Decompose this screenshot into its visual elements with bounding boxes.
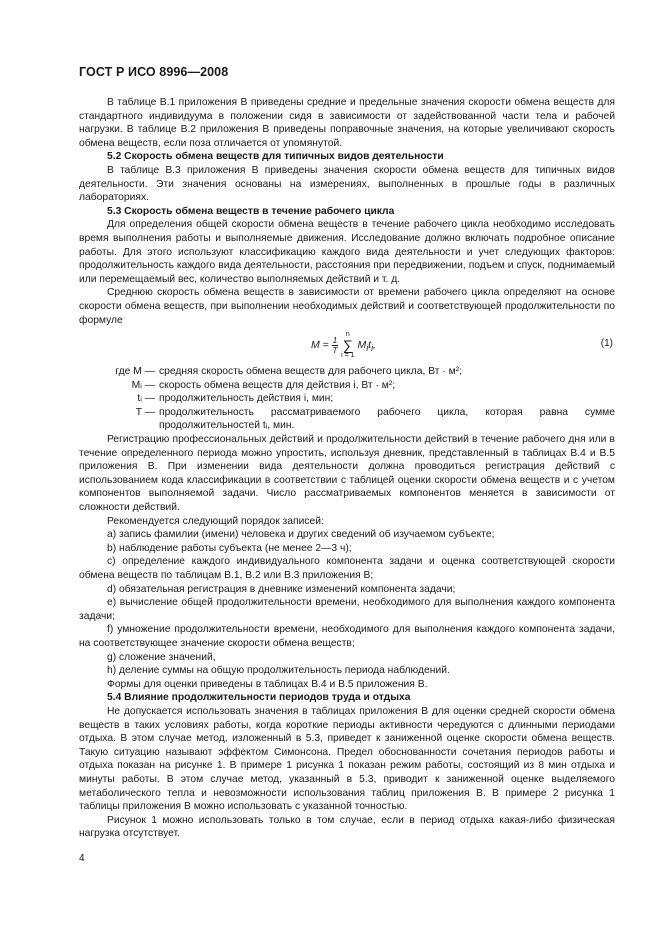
formula: M = $\frac{1}{T}$ n ∑ i = 1 $M_it_i$, (311, 331, 376, 360)
definition-item: tᵢ — продолжительность действия i, мин; (137, 393, 334, 405)
list-item: d) обязательная регистрация в дневнике изменений компонента задачи; (107, 583, 456, 595)
formula-block (79, 327, 615, 365)
list-item: f) умножение продолжительности времени, необходимого для выполнения каждого компонента задачи, на соответствующее значение скорости обмена веществ; (79, 624, 615, 649)
page-number: 4 (79, 853, 85, 864)
paragraph: Регистрацию профессиональных действий и продолжительности действий в течение рабочего дня или в течение определенного периода можно упростить, используя дневник, представленный в таблицах В.4 и В.5 приложения В. При изменении вида деятельности должна проводиться регистрация действий с использованием кода классификации в соответствии с таблицей оценки скорости обмена веществ и с учетом компонентов выполняемой задачи. Число рассматриваемых компонентов меняется в зависимости от сложности действий. (79, 434, 615, 514)
list-item: b) наблюдение работы субъекта (не менее 2—3 ч); (107, 542, 352, 554)
list-item: c) определение каждого индивидуального компонента задачи и оценка соответствующей скорости обмена веществ по таблицам В.1, В.2 или В.3 приложения В; (79, 556, 615, 581)
section-heading-5-2: 5.2 Скорость обмена веществ для типичных видов деятельности (107, 151, 444, 163)
paragraph: Формы для оценки приведены в таблицах В.4 и В.5 приложения В. (107, 678, 428, 690)
paragraph: Рисунок 1 можно использовать только в том случае, если в период отдыха какая-либо физическая нагрузка отсутствует. (79, 814, 615, 840)
definition-item: T — продолжительность рассматриваемого рабочего цикла, которая равна сумме продолжительностей tᵢ, мин. (135, 406, 615, 432)
list-item: e) вычисление общей продолжительности времени, необходимого для выполнения каждого компонента задачи; (79, 597, 615, 622)
paragraph: В таблице В.1 приложения В приведены средние и предельные значения скорости обмена веществ для стандартного индивидуума в положении сидя в зависимости от задействованной части тела и рабочей нагрузки. В таблице В.2 приложения В приведены поправочные значения, на которые увеличивают скорость обмена веществ, если поза отличается от упомянутой. (79, 97, 615, 149)
paragraph: Рекомендуется следующий порядок записей: (107, 515, 324, 527)
section-heading-5-3: 5.3 Скорость обмена веществ в течение рабочего цикла (107, 205, 395, 217)
document-header: ГОСТ Р ИСО 8996—2008 (79, 65, 229, 79)
paragraph: В таблице В.3 приложения В приведены значения скорости обмена веществ для типичных видов деятельности. Эти значения основаны на измерениях, выполненных в прошлые годы в различных лабораториях. (79, 164, 615, 204)
paragraph: Для определения общей скорости обмена веществ в течение рабочего цикла необходимо исследовать время выполнения работы и выполняемые движения. Исследование должно включать подробное описание работы. Для этого используют классификацию каждого вида деятельности и учет следующих факторов: продолжительность каждого вида деятельности, расстояния при передвижении, подъем и спуск, поднимаемый или перемещаемый вес, количество выполняемых действий и т. д. (79, 219, 615, 285)
list-item: a) запись фамилии (имени) человека и других сведений об изучаемом субъекте; (107, 529, 495, 541)
definition-item: Mᵢ — скорость обмена веществ для действия i, Вт · м²; (131, 379, 396, 391)
paragraph: Не допускается использовать значения в таблицах приложения В для оценки средней скорости обмена веществ в таких условиях работы, когда короткие периоды активности чередуются с длинными периодами отдыха. В этом случае метод, изложенный в 5.3, приведет к заниженной оценке скорости обмена веществ. Такую ситуацию называют эффектом Симонсона. Предел обоснованности сочетания периодов работы и отдыха показан на рисунке 1. В примере 1 рисунка 1 показан режим работы, состоящий из 8 мин отдыха и минуты работы. В этом случае метод, указанный в 5.3, приводит к заниженной оценке выделяемого метаболического тепла и невозможности использования таблиц приложения В. В примере 2 рисунка 1 таблицы приложения В можно использовать с указанной точностью. (79, 705, 615, 813)
document-body (79, 96, 615, 841)
equation-number: (1) (600, 338, 613, 350)
list-item: h) деление суммы на общую продолжительность периода наблюдений. (107, 665, 450, 677)
paragraph: Среднюю скорость обмена веществ в зависимости от времени рабочего цикла определяют на основе скорости обмена веществ, при выполнении необходимых действий и соответствующей продолжительности по формуле (79, 287, 615, 326)
definition-item: где M — средняя скорость обмена веществ для рабочего цикла, Вт · м²; (115, 366, 462, 378)
list-item: g) сложение значений, (107, 651, 216, 663)
section-heading-5-4: 5.4 Влияние продолжительности периодов труда и отдыха (107, 692, 411, 704)
